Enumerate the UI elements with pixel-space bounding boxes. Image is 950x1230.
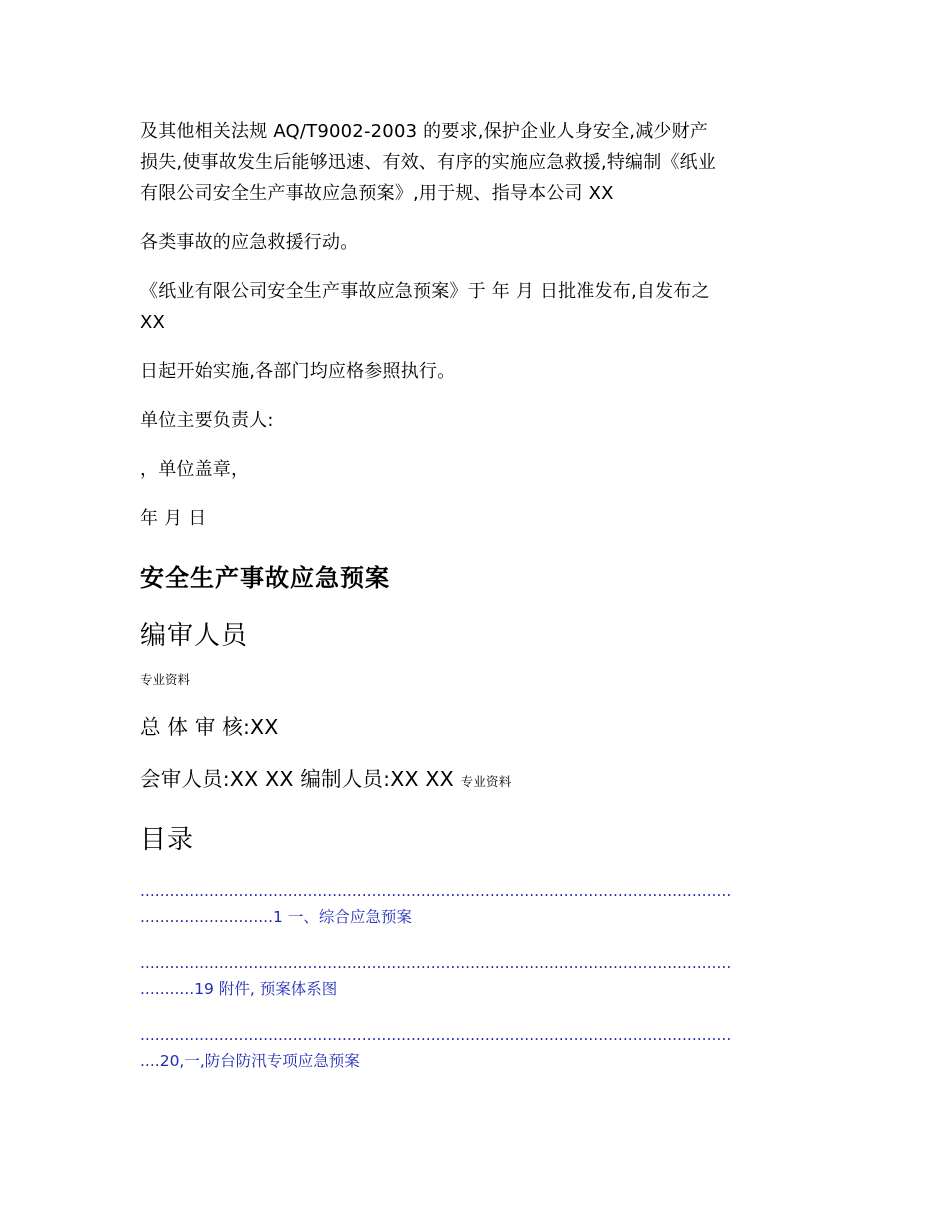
general-review: 总 体 审 核:XX	[140, 715, 279, 739]
toc-entry-label: ...........................1 一、综合应急预案	[140, 908, 412, 926]
paragraph-line: 有限公司安全生产事故应急预案》,用于规、指导本公司 XX	[140, 183, 614, 204]
toc-entry[interactable]	[140, 878, 810, 930]
toc-entry[interactable]	[140, 950, 810, 1002]
signatory-label: 单位主要负责人:	[140, 410, 274, 431]
paragraph-line: XX	[140, 312, 166, 333]
paragraph: 各类事故的应急救援行动。	[140, 232, 359, 253]
toc-list	[140, 878, 810, 1074]
paragraph: 日起开始实施,各部门均应格参照执行。	[140, 361, 456, 382]
toc-entry-label: ...........19 附件, 预案体系图	[140, 980, 338, 998]
paragraph-line: 损失,使事故发生后能够迅速、有效、有序的实施应急救援,特编制《纸业	[140, 152, 717, 173]
paragraph-line: 《纸业有限公司安全生产事故应急预案》于 年 月 日批准发布,自发布之	[140, 281, 710, 302]
toc-entry-label: ....20,一,防台防汛专项应急预案	[140, 1052, 360, 1070]
document-page	[140, 114, 810, 1074]
co-review: 会审人员:XX XX 编制人员:XX XX	[140, 767, 454, 791]
toc-leader: ........................................................................................................................	[140, 1026, 732, 1044]
date-label: 年 月 日	[140, 508, 207, 529]
main-title: 安全生产事故应急预案	[140, 564, 390, 592]
reviewers-title: 编审人员	[140, 621, 249, 651]
toc-entry[interactable]	[140, 1022, 810, 1074]
co-review-line	[140, 762, 810, 799]
paragraph-line: 及其他相关法规 AQ/T9002-2003 的要求,保护企业人身安全,减少财产	[140, 121, 709, 142]
pro-note: 专业资料	[140, 672, 191, 687]
toc-leader: ........................................................................................................................	[140, 882, 732, 900]
toc-leader: ........................................................................................................................	[140, 954, 732, 972]
seal-label: ，单位盖章，	[140, 459, 250, 480]
toc-title: 目录	[140, 825, 195, 855]
pro-note: 专业资料	[460, 774, 512, 789]
